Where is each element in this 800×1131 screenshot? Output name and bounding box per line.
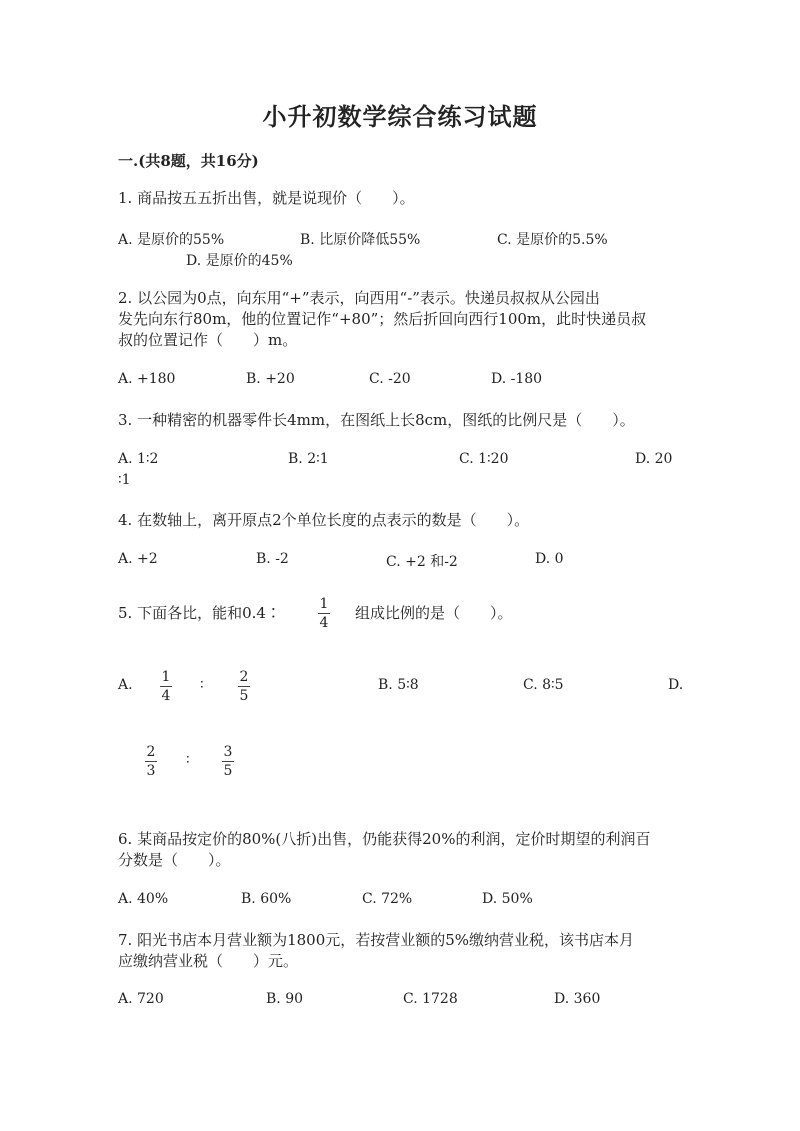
q5-option-a-label: A. xyxy=(118,677,133,693)
q7-option-a: A. 720 xyxy=(118,991,164,1007)
q4-option-b: B. -2 xyxy=(256,551,289,567)
q2-option-d: D. -180 xyxy=(491,371,543,387)
q6-option-d: D. 50% xyxy=(482,891,533,907)
question-1-stem: 1. 商品按五五折出售，就是说现价（ ）。 xyxy=(118,189,415,207)
fraction-bar xyxy=(145,761,157,762)
q5-option-d-fraction-1 xyxy=(145,744,157,779)
fraction-denominator: 5 xyxy=(239,688,249,704)
q6-option-a: A. 40% xyxy=(118,891,169,907)
q3-option-c: C. 1∶20 xyxy=(459,451,509,467)
q1-option-c: C. 是原价的5.5% xyxy=(497,232,608,248)
fraction-denominator: 4 xyxy=(161,688,171,704)
question-7-stem-line-2: 应缴纳营业税（ ）元。 xyxy=(118,952,299,970)
question-2-stem-line-1: 2. 以公园为0点，向东用“+”表示，向西用“-”表示。快递员叔叔从公园出 xyxy=(118,289,600,307)
question-7-stem-line-1: 7. 阳光书店本月营业额为1800元，若按营业额的5%缴纳营业税，该书店本月 xyxy=(118,931,635,949)
question-3-stem: 3. 一种精密的机器零件长4mm，在图纸上长8cm，图纸的比例尺是（ ）。 xyxy=(118,411,635,429)
fraction-numerator: 3 xyxy=(223,744,233,760)
q2-option-b: B. +20 xyxy=(246,371,295,387)
q5-option-a-fraction-1 xyxy=(160,669,172,704)
q2-option-c: C. -20 xyxy=(369,371,411,387)
q5-option-d-ratio-sign: ∶ xyxy=(186,752,190,768)
fraction-numerator: 2 xyxy=(146,744,156,760)
q5-option-d-label: D. xyxy=(668,677,684,693)
q4-option-a: A. +2 xyxy=(118,551,158,567)
q6-option-c: C. 72% xyxy=(362,891,413,907)
question-6-stem-line-2: 分数是（ ）。 xyxy=(118,851,231,869)
q5-option-a-fraction-2 xyxy=(238,669,250,704)
question-4-stem: 4. 在数轴上，离开原点2个单位长度的点表示的数是（ ）。 xyxy=(118,511,530,529)
section-heading: 一.(共8题，共16分) xyxy=(118,152,259,170)
q5-option-d-fraction-2 xyxy=(222,744,234,779)
question-5-stem-after: 组成比例的是（ ）。 xyxy=(355,604,513,622)
q7-option-d: D. 360 xyxy=(554,991,601,1007)
question-2-stem-line-3: 叔的位置记作（ ）m。 xyxy=(118,331,298,349)
q1-option-a: A. 是原价的55% xyxy=(118,232,225,248)
fraction-bar xyxy=(160,686,172,687)
q1-option-b: B. 比原价降低55% xyxy=(300,232,421,248)
fraction-denominator: 5 xyxy=(223,763,233,779)
q4-option-d: D. 0 xyxy=(535,551,564,567)
fraction-bar xyxy=(318,613,330,614)
q3-option-d: D. 20 xyxy=(635,451,673,467)
q7-option-b: B. 90 xyxy=(266,991,304,1007)
question-6-stem-line-1: 6. 某商品按定价的80%(八折)出售，仍能获得20%的利润，定价时期望的利润百 xyxy=(118,830,651,848)
fraction-denominator: 4 xyxy=(319,615,329,631)
q1-option-d: D. 是原价的45% xyxy=(186,253,293,269)
page-title: 小升初数学综合练习试题 xyxy=(262,102,538,131)
fraction-denominator: 3 xyxy=(146,763,156,779)
fraction-numerator: 1 xyxy=(319,596,329,612)
fraction-numerator: 2 xyxy=(239,669,249,685)
question-5-stem-fraction xyxy=(318,596,330,631)
q7-option-c: C. 1728 xyxy=(403,991,458,1007)
fraction-numerator: 1 xyxy=(161,669,171,685)
q3-option-d-continued: ∶1 xyxy=(118,472,131,488)
q3-option-b: B. 2∶1 xyxy=(288,451,329,467)
q5-option-c: C. 8∶5 xyxy=(523,677,564,693)
question-2-stem-line-2: 发先向东行80m，他的位置记作“+80”；然后折回向西行100m，此时快递员叔 xyxy=(118,310,647,328)
q2-option-a: A. +180 xyxy=(118,371,176,387)
q3-option-a: A. 1∶2 xyxy=(118,451,159,467)
question-5-stem-before: 5. 下面各比，能和0.4∶ xyxy=(118,604,281,622)
q6-option-b: B. 60% xyxy=(241,891,292,907)
q5-option-a-ratio-sign: ∶ xyxy=(200,677,204,693)
q5-option-b: B. 5∶8 xyxy=(378,677,419,693)
fraction-bar xyxy=(238,686,250,687)
q4-option-c: C. +2 和-2 xyxy=(386,554,458,570)
fraction-bar xyxy=(222,761,234,762)
